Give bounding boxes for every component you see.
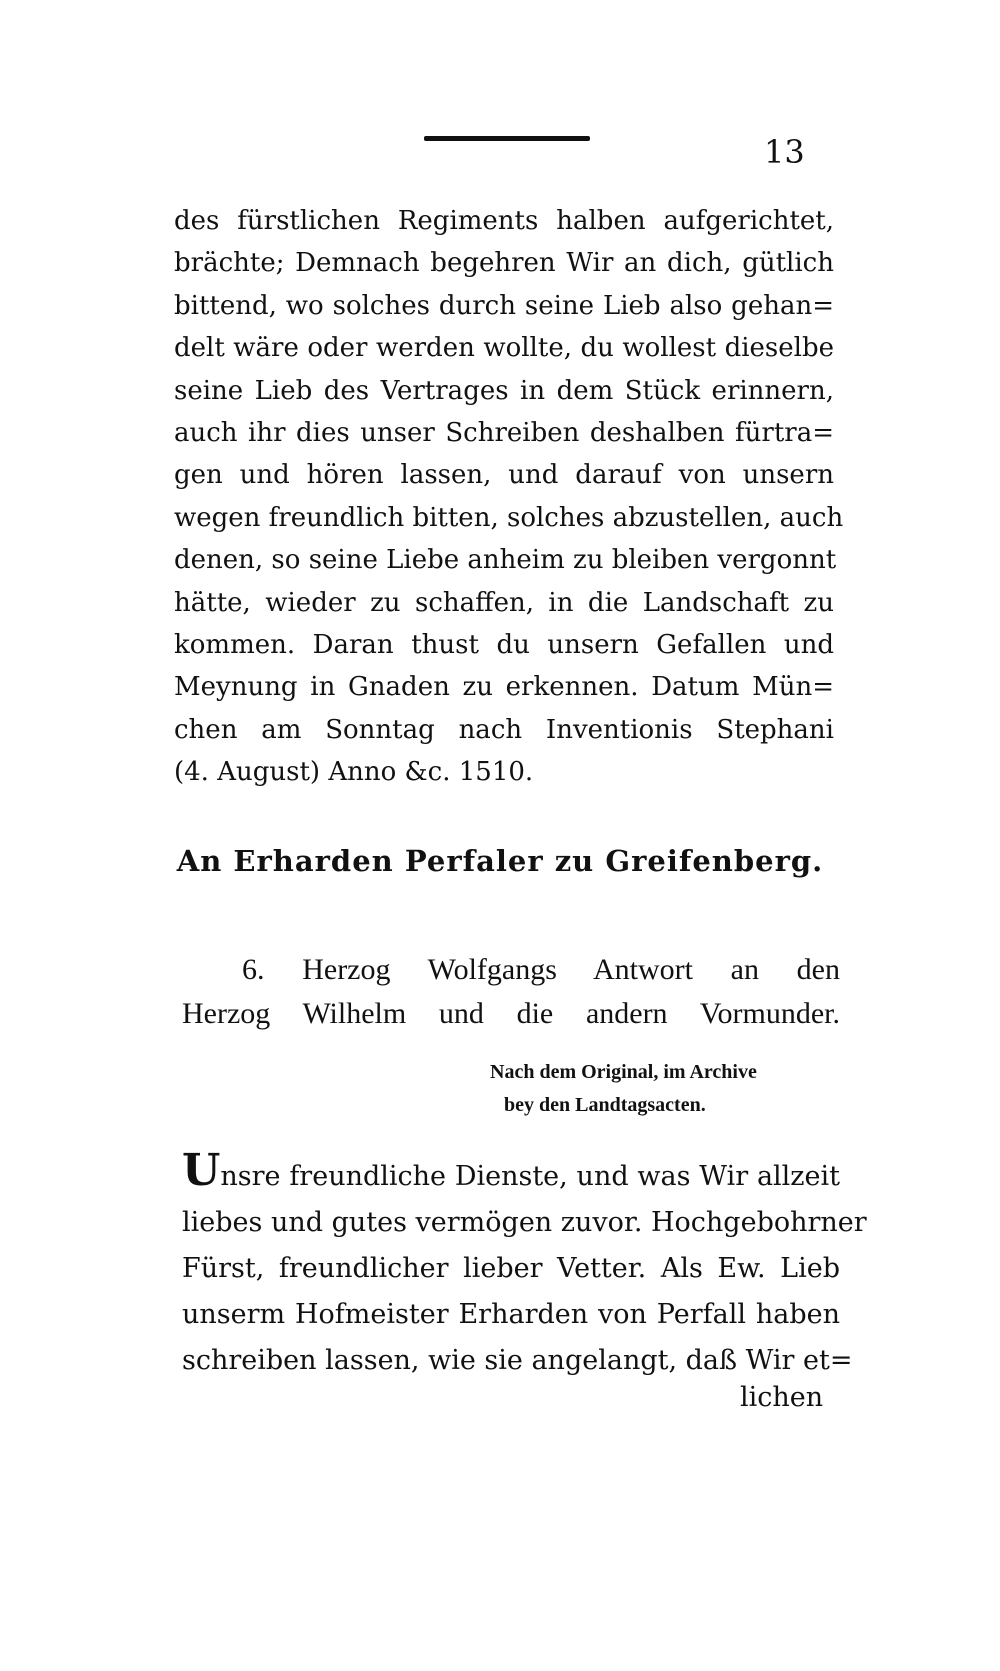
text-line <box>182 1145 840 1200</box>
text-line: Meynung in Gnaden zu erkennen. Datum Mün= <box>174 672 834 703</box>
catchword: lichen <box>740 1382 824 1413</box>
initial-letter: U <box>182 1145 221 1196</box>
text-line: brächte; Demnach begehren Wir an dich, gütlich <box>174 248 834 279</box>
header-rule <box>424 136 590 141</box>
body-paragraph <box>174 200 844 793</box>
text-line: (4. August) Anno &c. 1510. <box>174 757 534 788</box>
letter-address: An Erharden Perfaler zu Greifenberg. <box>176 844 824 878</box>
heading-line: 6. Herzog Wolfgangs Antwort an den <box>242 953 840 986</box>
text-line: delt wäre oder werden wollte, du wollest dieselbe <box>174 333 834 364</box>
text-line: auch ihr dies unser Schreiben deshalben fürtra= <box>174 417 834 448</box>
text-line: chen am Sonntag nach Inventionis Stephani <box>174 714 834 745</box>
page-number: 13 <box>764 133 805 171</box>
text-line: wegen freundlich bitten, solches abzustellen, auch <box>174 502 844 533</box>
text-line: seine Lieb des Vertrages in dem Stück erinnern, <box>174 375 834 406</box>
text-line: Fürst, freundlicher lieber Vetter. Als Ew. Lieb <box>182 1253 840 1284</box>
text-line-rest: nsre freundliche Dienste, und was Wir allzeit <box>220 1161 840 1192</box>
text-line: denen, so seine Liebe anheim zu bleiben vergonnt <box>174 545 837 576</box>
text-line: schreiben lassen, wie sie angelangt, daß Wir et= <box>182 1345 853 1376</box>
text-line: hätte, wieder zu schaffen, in die Landschaft zu <box>174 587 834 618</box>
section-heading <box>182 948 840 1036</box>
source-note <box>490 1056 840 1122</box>
text-line: gen und hören lassen, und darauf von unsern <box>174 460 834 491</box>
source-note-line: Nach dem Original, im Archive <box>490 1061 757 1083</box>
text-line: bittend, wo solches durch seine Lieb also gehan= <box>174 290 834 321</box>
text-line: des fürstlichen Regiments halben aufgerichtet, <box>174 206 834 236</box>
text-line: kommen. Daran thust du unsern Gefallen und <box>174 629 834 660</box>
letter-paragraph <box>182 1145 867 1384</box>
heading-line: Herzog Wilhelm und die andern Vormunder. <box>182 997 840 1030</box>
source-note-line: bey den Landtagsacten. <box>504 1094 706 1116</box>
text-line: unserm Hofmeister Erharden von Perfall haben <box>182 1299 840 1330</box>
text-line: liebes und gutes vermögen zuvor. Hochgebohrner <box>182 1207 867 1238</box>
